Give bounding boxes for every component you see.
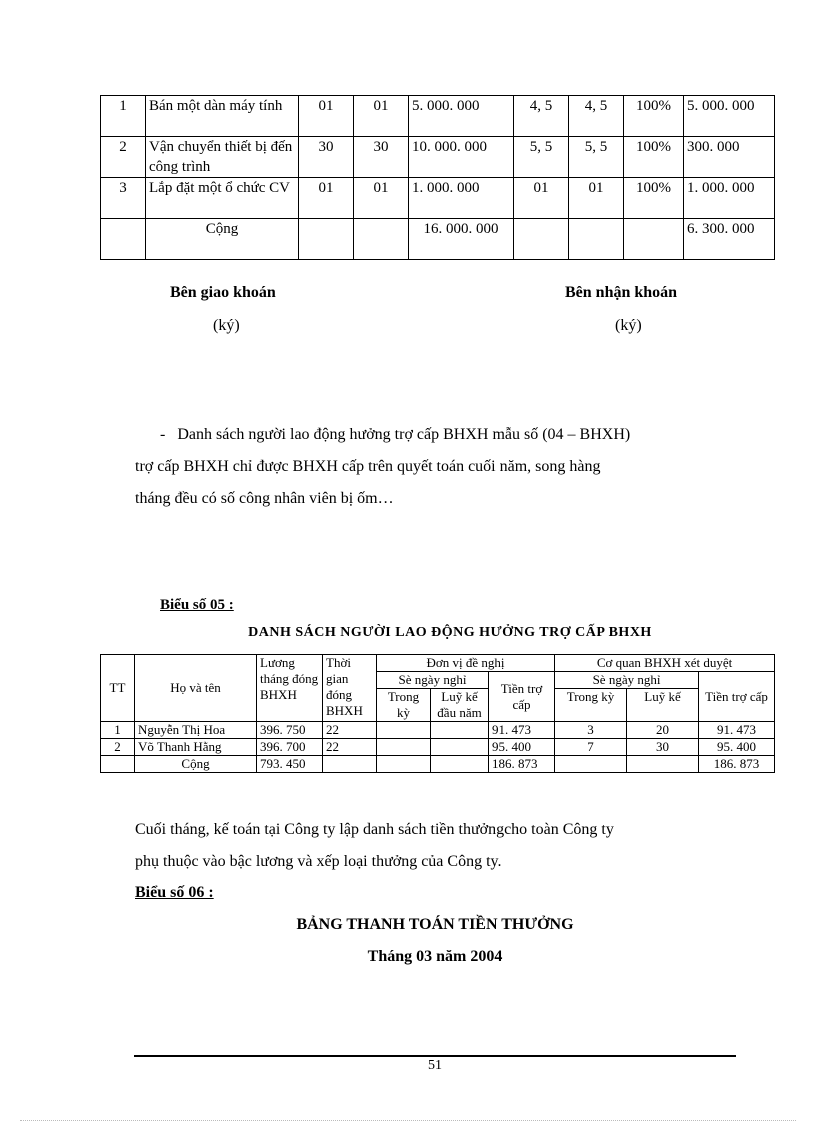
bhxh-sum-row bbox=[101, 756, 775, 773]
bhxh-cell-a-allow: 95. 400 bbox=[699, 739, 775, 756]
contract-cell-desc: Lắp đặt một ổ chức CV bbox=[146, 178, 299, 219]
bhxh-cell-a-cum: 20 bbox=[627, 722, 699, 739]
bhxh-cell-salary: 396. 700 bbox=[257, 739, 323, 756]
header-agency-allowance: Tiền trợ cấp bbox=[699, 672, 775, 722]
bhxh-cell-a-period: 7 bbox=[555, 739, 627, 756]
bhxh-cell-u-allow: 95. 400 bbox=[489, 739, 555, 756]
header-unit-cum-year: Luỹ kế đầu năm bbox=[431, 689, 489, 722]
contract-cell-qty: 01 bbox=[354, 178, 409, 219]
bhxh-cell-u-period bbox=[377, 739, 431, 756]
left-signature-sub: (ký) bbox=[213, 317, 240, 334]
contract-sum-empty-cell bbox=[354, 219, 409, 260]
contract-cell-amount: 1. 000. 000 bbox=[409, 178, 514, 219]
header-agency-cum: Luỹ kế bbox=[627, 689, 699, 722]
bhxh-sum-empty-cell bbox=[627, 756, 699, 773]
header-salary: Lương tháng đóng BHXH bbox=[257, 655, 323, 722]
bhxh-cell-a-allow: 91. 473 bbox=[699, 722, 775, 739]
contract-sum-label: Cộng bbox=[146, 219, 299, 260]
paragraph2-line2: phụ thuộc vào bậc lương và xếp loại thưởng của Công ty. bbox=[135, 853, 502, 870]
bhxh-cell-u-period bbox=[377, 722, 431, 739]
page-number: 51 bbox=[428, 1058, 442, 1073]
bhxh-row bbox=[101, 722, 775, 739]
contract-cell-pct: 100% bbox=[624, 178, 684, 219]
contract-sum-row bbox=[101, 219, 775, 260]
header-agency-days-off: Sè ngày nghỉ bbox=[555, 672, 699, 689]
bhxh-sum-empty-cell bbox=[101, 756, 135, 773]
bhxh-sum-label: Cộng bbox=[135, 756, 257, 773]
bhxh-cell-tt: 1 bbox=[101, 722, 135, 739]
header-unit-allowance: Tiền trợ cấp bbox=[489, 672, 555, 722]
paragraph1-line2: trợ cấp BHXH chỉ được BHXH cấp trên quyết toán cuối năm, song hàng bbox=[135, 458, 601, 475]
header-tt: TT bbox=[101, 655, 135, 722]
header-agency-in-period: Trong kỳ bbox=[555, 689, 627, 722]
section05-label: Biểu số 05 : bbox=[160, 597, 234, 613]
contract-table-body bbox=[101, 96, 775, 260]
contract-sum-amount: 16. 000. 000 bbox=[409, 219, 514, 260]
bhxh-cell-a-cum: 30 bbox=[627, 739, 699, 756]
bhxh-cell-u-cum bbox=[431, 722, 489, 739]
contract-cell-desc: Bán một dàn máy tính bbox=[146, 96, 299, 137]
contract-cell-c5: 4, 5 bbox=[514, 96, 569, 137]
paragraph1-line3: tháng đều có số công nhân viên bị ốm… bbox=[135, 490, 394, 507]
footer-rule bbox=[134, 1055, 736, 1057]
contract-sum-empty-cell bbox=[624, 219, 684, 260]
bhxh-sum-empty-cell bbox=[555, 756, 627, 773]
contract-row bbox=[101, 96, 775, 137]
contract-sum-total: 6. 300. 000 bbox=[684, 219, 775, 260]
section06-subtitle: Tháng 03 năm 2004 bbox=[367, 948, 503, 965]
bhxh-cell-tt: 2 bbox=[101, 739, 135, 756]
section06-label: Biểu số 06 : bbox=[135, 884, 214, 901]
contract-cell-c6: 5, 5 bbox=[569, 137, 624, 178]
bhxh-sum-salary: 793. 450 bbox=[257, 756, 323, 773]
bhxh-cell-time: 22 bbox=[323, 722, 377, 739]
header-agency-group: Cơ quan BHXH xét duyệt bbox=[555, 655, 775, 672]
bhxh-sum-empty-cell bbox=[323, 756, 377, 773]
contract-cell-total: 5. 000. 000 bbox=[684, 96, 775, 137]
section06-title: BẢNG THANH TOÁN TIỀN THƯỞNG bbox=[296, 916, 574, 933]
contract-cell-c6: 01 bbox=[569, 178, 624, 219]
page-edge-dots bbox=[20, 1120, 796, 1121]
contract-cell-no: 1 bbox=[101, 96, 146, 137]
bhxh-sum-u-allow: 186. 873 bbox=[489, 756, 555, 773]
contract-row bbox=[101, 178, 775, 219]
bhxh-cell-a-period: 3 bbox=[555, 722, 627, 739]
bhxh-row bbox=[101, 739, 775, 756]
right-signature-title: Bên nhận khoán bbox=[565, 284, 678, 301]
contract-sum-empty-cell bbox=[514, 219, 569, 260]
contract-cell-qty: 01 bbox=[354, 96, 409, 137]
contract-sum-empty-cell bbox=[101, 219, 146, 260]
contract-cell-total: 300. 000 bbox=[684, 137, 775, 178]
section05-title: DANH SÁCH NGƯỜI LAO ĐỘNG HƯỞNG TRỢ CẤP BHXH bbox=[248, 625, 652, 640]
contract-cell-no: 2 bbox=[101, 137, 146, 178]
bhxh-cell-time: 22 bbox=[323, 739, 377, 756]
contract-cell-pct: 100% bbox=[624, 137, 684, 178]
contract-cell-c5: 5, 5 bbox=[514, 137, 569, 178]
contract-cell-qty: 30 bbox=[354, 137, 409, 178]
contract-cell-c6: 4, 5 bbox=[569, 96, 624, 137]
contract-cell-amount: 5. 000. 000 bbox=[409, 96, 514, 137]
bhxh-sum-empty-cell bbox=[377, 756, 431, 773]
contract-sum-empty-cell bbox=[299, 219, 354, 260]
contract-cell-unit: 01 bbox=[299, 178, 354, 219]
contract-cell-c5: 01 bbox=[514, 178, 569, 219]
bhxh-table bbox=[100, 654, 775, 773]
header-unit-days-off: Sè ngày nghỉ bbox=[377, 672, 489, 689]
left-signature-title: Bên giao khoán bbox=[170, 284, 276, 301]
contract-cell-total: 1. 000. 000 bbox=[684, 178, 775, 219]
contract-row bbox=[101, 137, 775, 178]
header-name: Họ và tên bbox=[135, 655, 257, 722]
bhxh-cell-name: Nguyễn Thị Hoa bbox=[135, 722, 257, 739]
contract-cell-desc: Vận chuyển thiết bị đến công trình bbox=[146, 137, 299, 178]
paragraph2-line1: Cuối tháng, kế toán tại Công ty lập danh sách tiền thưởngcho toàn Công ty bbox=[135, 821, 614, 838]
header-time: Thời gian đóng BHXH bbox=[323, 655, 377, 722]
header-unit-in-period: Trong kỳ bbox=[377, 689, 431, 722]
bhxh-sum-a-allow: 186. 873 bbox=[699, 756, 775, 773]
contract-table bbox=[100, 95, 775, 260]
bhxh-cell-u-cum bbox=[431, 739, 489, 756]
contract-cell-unit: 30 bbox=[299, 137, 354, 178]
bhxh-table-body bbox=[101, 722, 775, 773]
bhxh-sum-empty-cell bbox=[431, 756, 489, 773]
contract-cell-pct: 100% bbox=[624, 96, 684, 137]
contract-sum-empty-cell bbox=[569, 219, 624, 260]
header-unit-group: Đơn vị đề nghị bbox=[377, 655, 555, 672]
bhxh-cell-u-allow: 91. 473 bbox=[489, 722, 555, 739]
bhxh-cell-name: Võ Thanh Hằng bbox=[135, 739, 257, 756]
bhxh-cell-salary: 396. 750 bbox=[257, 722, 323, 739]
right-signature-sub: (ký) bbox=[615, 317, 642, 334]
contract-cell-no: 3 bbox=[101, 178, 146, 219]
paragraph1-line1: - Danh sách người lao động hưởng trợ cấp BHXH mẫu số (04 – BHXH) bbox=[160, 426, 631, 443]
contract-cell-amount: 10. 000. 000 bbox=[409, 137, 514, 178]
contract-cell-unit: 01 bbox=[299, 96, 354, 137]
